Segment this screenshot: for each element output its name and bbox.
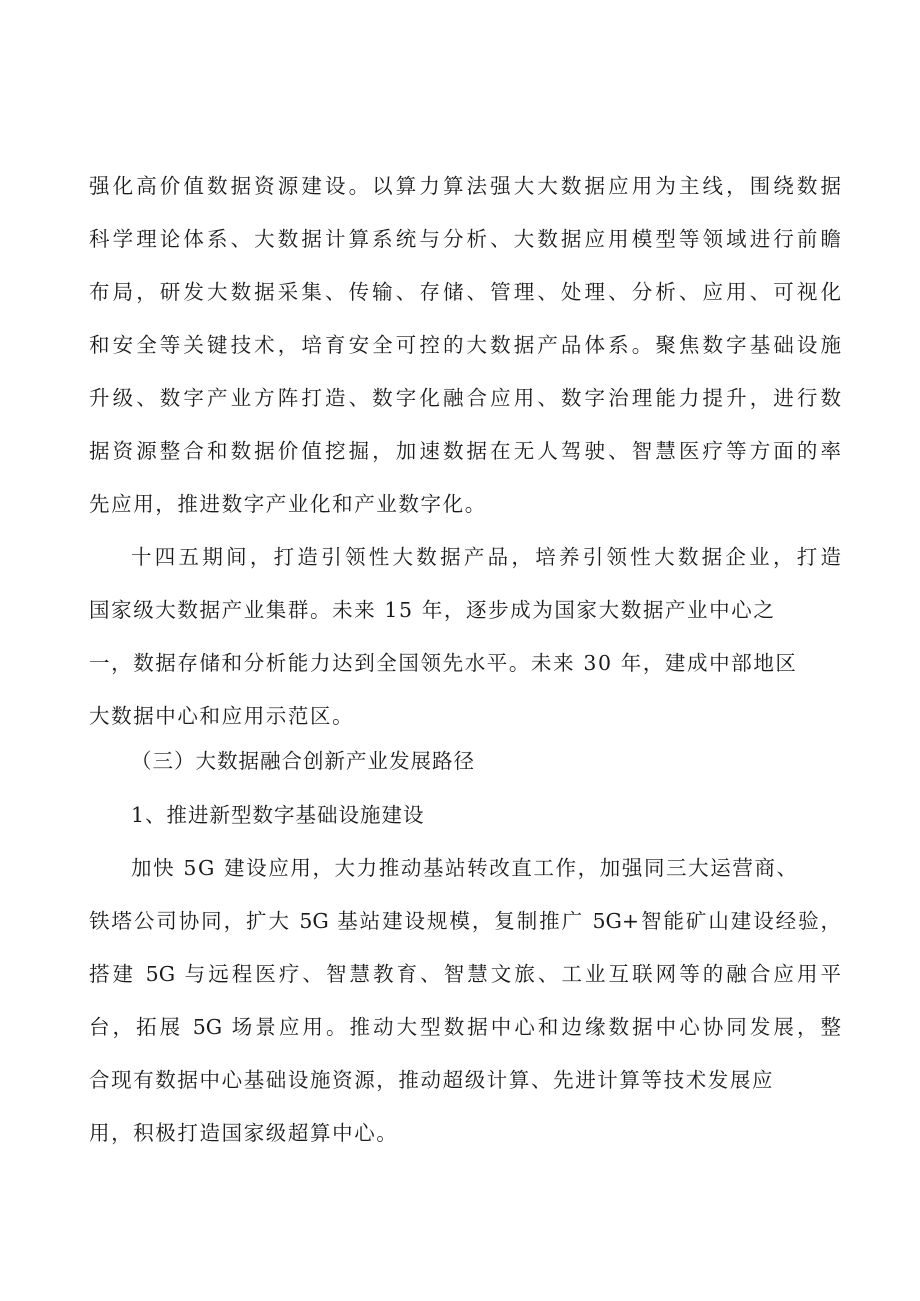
paragraph-3-line-3: 搭建 5G 与远程医疗、智慧教育、智慧文旅、工业互联网等的融合应用平	[89, 962, 841, 986]
paragraph-3-line-2: 铁塔公司协同，扩大 5G 基站建设规模，复制推广 5G+智能矿山建设经验，	[89, 909, 841, 933]
paragraph-3-line-1: 加快 5G 建设应用，大力推动基站转改直工作，加强同三大运营商、	[131, 856, 799, 880]
paragraph-3-line-4: 台，拓展 5G 场景应用。推动大型数据中心和边缘数据中心协同发展，整	[89, 1015, 841, 1039]
paragraph-1-line-2: 科学理论体系、大数据计算系统与分析、大数据应用模型等领域进行前瞻	[89, 227, 841, 251]
paragraph-1-line-5: 升级、数字产业方阵打造、数字化融合应用、数字治理能力提升，进行数	[89, 386, 841, 410]
paragraph-2-line-4: 大数据中心和应用示范区。	[89, 704, 355, 728]
subsection-heading: 1、推进新型数字基础设施建设	[131, 803, 425, 827]
paragraph-3-line-6: 用，积极打造国家级超算中心。	[89, 1121, 399, 1145]
paragraph-3-line-5: 合现有数据中心基础设施资源，推动超级计算、先进计算等技术发展应	[89, 1068, 775, 1092]
paragraph-1-line-1: 强化高价值数据资源建设。以算力算法强大大数据应用为主线，围绕数据	[89, 174, 841, 198]
paragraph-1-line-7: 先应用，推进数字产业化和产业数字化。	[89, 492, 487, 516]
section-heading: （三）大数据融合创新产业发展路径	[131, 749, 475, 773]
paragraph-1-line-6: 据资源整合和数据价值挖掘，加速数据在无人驾驶、智慧医疗等方面的率	[89, 439, 841, 463]
paragraph-2-line-3: 一，数据存储和分析能力达到全国领先水平。未来 30 年，建成中部地区	[89, 651, 798, 675]
paragraph-2-line-2: 国家级大数据产业集群。未来 15 年，逐步成为国家大数据产业中心之	[89, 598, 776, 622]
paragraph-1-line-3: 布局，研发大数据采集、传输、存储、管理、处理、分析、应用、可视化	[89, 280, 841, 304]
paragraph-2-line-1: 十四五期间，打造引领性大数据产品，培养引领性大数据企业，打造	[131, 545, 841, 569]
paragraph-1-line-4: 和安全等关键技术，培育安全可控的大数据产品体系。聚焦数字基础设施	[89, 333, 841, 357]
